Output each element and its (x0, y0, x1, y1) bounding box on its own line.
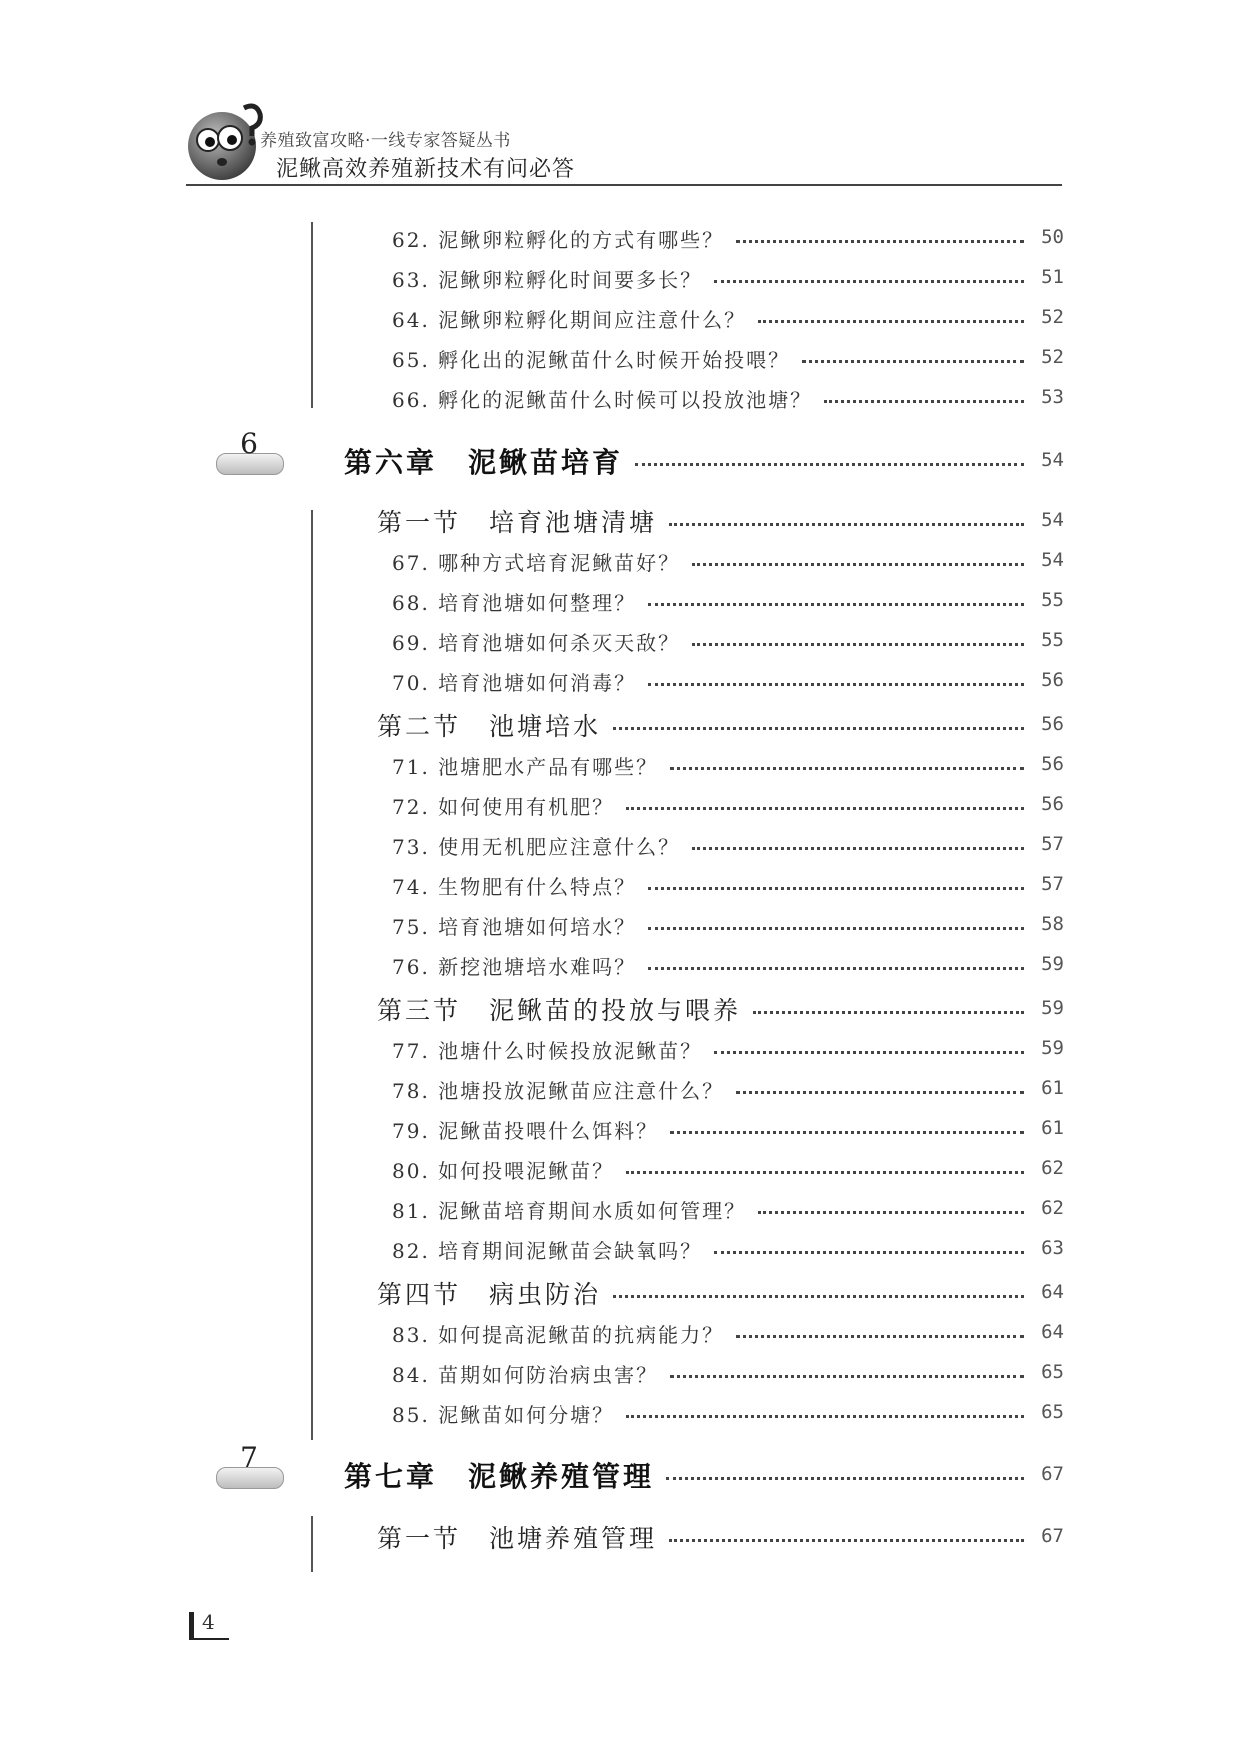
toc-page-number: 57 (1041, 873, 1064, 895)
toc-question[interactable] (0, 298, 1242, 334)
toc-page-number: 65 (1041, 1401, 1064, 1423)
toc-page-number: 55 (1041, 589, 1064, 611)
dot-leader (692, 643, 1024, 646)
toc-entry-title: 75. 培育池塘如何培水？ (392, 914, 637, 939)
toc-entry-title: 68. 培育池塘如何整理？ (392, 590, 637, 615)
dot-leader (714, 1251, 1024, 1254)
toc-entry-title: 79. 泥鳅苗投喂什么饵料？ (392, 1118, 659, 1143)
dot-leader (736, 240, 1024, 243)
toc-entry-title: 69. 培育池塘如何杀灭天敌？ (392, 630, 681, 655)
toc-section[interactable] (0, 1517, 1242, 1553)
toc-entry-title: 76. 新挖池塘培水难吗？ (392, 954, 637, 979)
running-header (186, 100, 1062, 190)
toc-section[interactable] (0, 989, 1242, 1025)
toc-entry-title: 62. 泥鳅卵粒孵化的方式有哪些？ (392, 227, 725, 252)
dot-leader (824, 400, 1024, 403)
toc-question[interactable] (0, 1109, 1242, 1145)
toc-page-number: 67 (1041, 1525, 1064, 1547)
toc-page-number: 62 (1041, 1157, 1064, 1179)
toc-page-number: 56 (1041, 793, 1064, 815)
dot-leader (670, 1131, 1024, 1134)
dot-leader (669, 523, 1024, 526)
book-title: 泥鳅高效养殖新技术有问必答 (276, 157, 576, 182)
toc-question[interactable] (0, 785, 1242, 821)
dot-leader (613, 1295, 1024, 1298)
toc-section[interactable] (0, 1273, 1242, 1309)
toc-page-number: 56 (1041, 713, 1064, 735)
toc-page-number: 54 (1041, 549, 1064, 571)
dot-leader (802, 360, 1024, 363)
dot-leader (626, 807, 1024, 810)
toc-entry-title: 80. 如何投喂泥鳅苗？ (392, 1158, 615, 1183)
footer-marker (189, 1612, 194, 1638)
toc-page-number: 56 (1041, 669, 1064, 691)
toc-question[interactable] (0, 745, 1242, 781)
toc-page-number: 58 (1041, 913, 1064, 935)
page-number: 4 (202, 1610, 215, 1634)
header-rule (186, 184, 1062, 186)
dot-leader (714, 280, 1024, 283)
series-title: 养殖致富攻略·一线专家答疑丛书 (260, 131, 511, 151)
dot-leader (635, 463, 1024, 466)
toc-entry-title: 85. 泥鳅苗如何分塘？ (392, 1402, 615, 1427)
dot-leader (758, 1211, 1024, 1214)
toc-question[interactable] (0, 541, 1242, 577)
toc-page-number: 52 (1041, 306, 1064, 328)
toc-page-number: 52 (1041, 346, 1064, 368)
dot-leader (692, 563, 1024, 566)
dot-leader (714, 1051, 1024, 1054)
dot-leader (692, 847, 1024, 850)
toc-question[interactable] (0, 1393, 1242, 1429)
dot-leader (669, 1539, 1024, 1542)
toc-page-number: 61 (1041, 1077, 1064, 1099)
dot-leader (666, 1477, 1024, 1480)
dot-leader (613, 727, 1024, 730)
toc-page-number: 67 (1041, 1463, 1064, 1485)
toc-entry-title: 82. 培育期间泥鳅苗会缺氧吗？ (392, 1238, 703, 1263)
toc-entry-title: 66. 孵化的泥鳅苗什么时候可以投放池塘？ (392, 387, 813, 412)
toc-question[interactable] (0, 825, 1242, 861)
toc-question[interactable] (0, 1069, 1242, 1105)
toc-entry-title: 第四节 病虫防治 (377, 1280, 602, 1309)
toc-section[interactable] (0, 501, 1242, 537)
toc-question[interactable] (0, 581, 1242, 617)
chapter-tab-number: 6 (240, 427, 258, 460)
toc-entry-title: 71. 池塘肥水产品有哪些？ (392, 754, 659, 779)
toc-question[interactable] (0, 218, 1242, 254)
toc-question[interactable] (0, 945, 1242, 981)
toc-entry-title: 70. 培育池塘如何消毒？ (392, 670, 637, 695)
footer-rule (189, 1638, 229, 1640)
toc-entry-title: 74. 生物肥有什么特点？ (392, 874, 637, 899)
toc-question[interactable] (0, 865, 1242, 901)
toc-question[interactable] (0, 1229, 1242, 1265)
toc-entry-title: 78. 池塘投放泥鳅苗应注意什么？ (392, 1078, 725, 1103)
toc-question[interactable] (0, 338, 1242, 374)
dot-leader (758, 320, 1024, 323)
toc-entry-title: 73. 使用无机肥应注意什么？ (392, 834, 681, 859)
toc-entry-title: 第六章 泥鳅苗培育 (344, 446, 624, 479)
dot-leader (648, 683, 1024, 686)
toc-entry-title: 77. 池塘什么时候投放泥鳅苗？ (392, 1038, 703, 1063)
toc-question[interactable] (0, 905, 1242, 941)
toc-section[interactable] (0, 705, 1242, 741)
toc-entry-title: 67. 哪种方式培育泥鳅苗好？ (392, 550, 681, 575)
dot-leader (670, 1375, 1024, 1378)
toc-entry-title: 83. 如何提高泥鳅苗的抗病能力？ (392, 1322, 725, 1347)
toc-page-number: 56 (1041, 753, 1064, 775)
toc-page-number: 57 (1041, 833, 1064, 855)
toc-entry-title: 63. 泥鳅卵粒孵化时间要多长？ (392, 267, 703, 292)
chapter-tab-number: 7 (240, 1441, 258, 1474)
toc-entry-title: 第一节 池塘养殖管理 (377, 1524, 658, 1553)
toc-page-number: 61 (1041, 1117, 1064, 1139)
toc-question[interactable] (0, 621, 1242, 657)
toc-question[interactable] (0, 1353, 1242, 1389)
toc-page-number: 53 (1041, 386, 1064, 408)
dot-leader (648, 887, 1024, 890)
toc-page-number: 64 (1041, 1321, 1064, 1343)
toc-page-number: 64 (1041, 1281, 1064, 1303)
dot-leader (648, 927, 1024, 930)
dot-leader (648, 967, 1024, 970)
toc-question[interactable] (0, 378, 1242, 414)
toc-entry-title: 65. 孵化出的泥鳅苗什么时候开始投喂？ (392, 347, 791, 372)
cartoon-eyes-logo-icon (186, 100, 266, 184)
toc-entry-title: 84. 苗期如何防治病虫害？ (392, 1362, 659, 1387)
toc-page-number: 59 (1041, 953, 1064, 975)
toc-entry-title: 72. 如何使用有机肥？ (392, 794, 615, 819)
toc-page-number: 62 (1041, 1197, 1064, 1219)
toc-chapter[interactable] (0, 1455, 1242, 1491)
dot-leader (670, 767, 1024, 770)
dot-leader (626, 1171, 1024, 1174)
toc-page-number: 55 (1041, 629, 1064, 651)
toc-page-number: 59 (1041, 1037, 1064, 1059)
toc-chapter[interactable] (0, 441, 1242, 477)
toc-question[interactable] (0, 1149, 1242, 1185)
toc-question[interactable] (0, 258, 1242, 294)
dot-leader (753, 1011, 1024, 1014)
dot-leader (626, 1415, 1024, 1418)
toc-entry-title: 81. 泥鳅苗培育期间水质如何管理？ (392, 1198, 747, 1223)
toc-page-number: 63 (1041, 1237, 1064, 1259)
dot-leader (648, 603, 1024, 606)
toc-entry-title: 第七章 泥鳅养殖管理 (344, 1460, 655, 1493)
toc-page-number: 54 (1041, 449, 1064, 471)
toc-entry-title: 第一节 培育池塘清塘 (377, 508, 658, 537)
dot-leader (736, 1335, 1024, 1338)
toc-page-number: 65 (1041, 1361, 1064, 1383)
toc-entry-title: 第三节 泥鳅苗的投放与喂养 (377, 996, 742, 1025)
toc-entry-title: 第二节 池塘培水 (377, 712, 602, 741)
toc-question[interactable] (0, 1189, 1242, 1225)
toc-entry-title: 64. 泥鳅卵粒孵化期间应注意什么？ (392, 307, 747, 332)
toc-question[interactable] (0, 1313, 1242, 1349)
toc-page-number: 54 (1041, 509, 1064, 531)
dot-leader (736, 1091, 1024, 1094)
toc-question[interactable] (0, 1029, 1242, 1065)
toc-question[interactable] (0, 661, 1242, 697)
toc-page-number: 59 (1041, 997, 1064, 1019)
toc-page-number: 51 (1041, 266, 1064, 288)
toc-page-number: 50 (1041, 226, 1064, 248)
